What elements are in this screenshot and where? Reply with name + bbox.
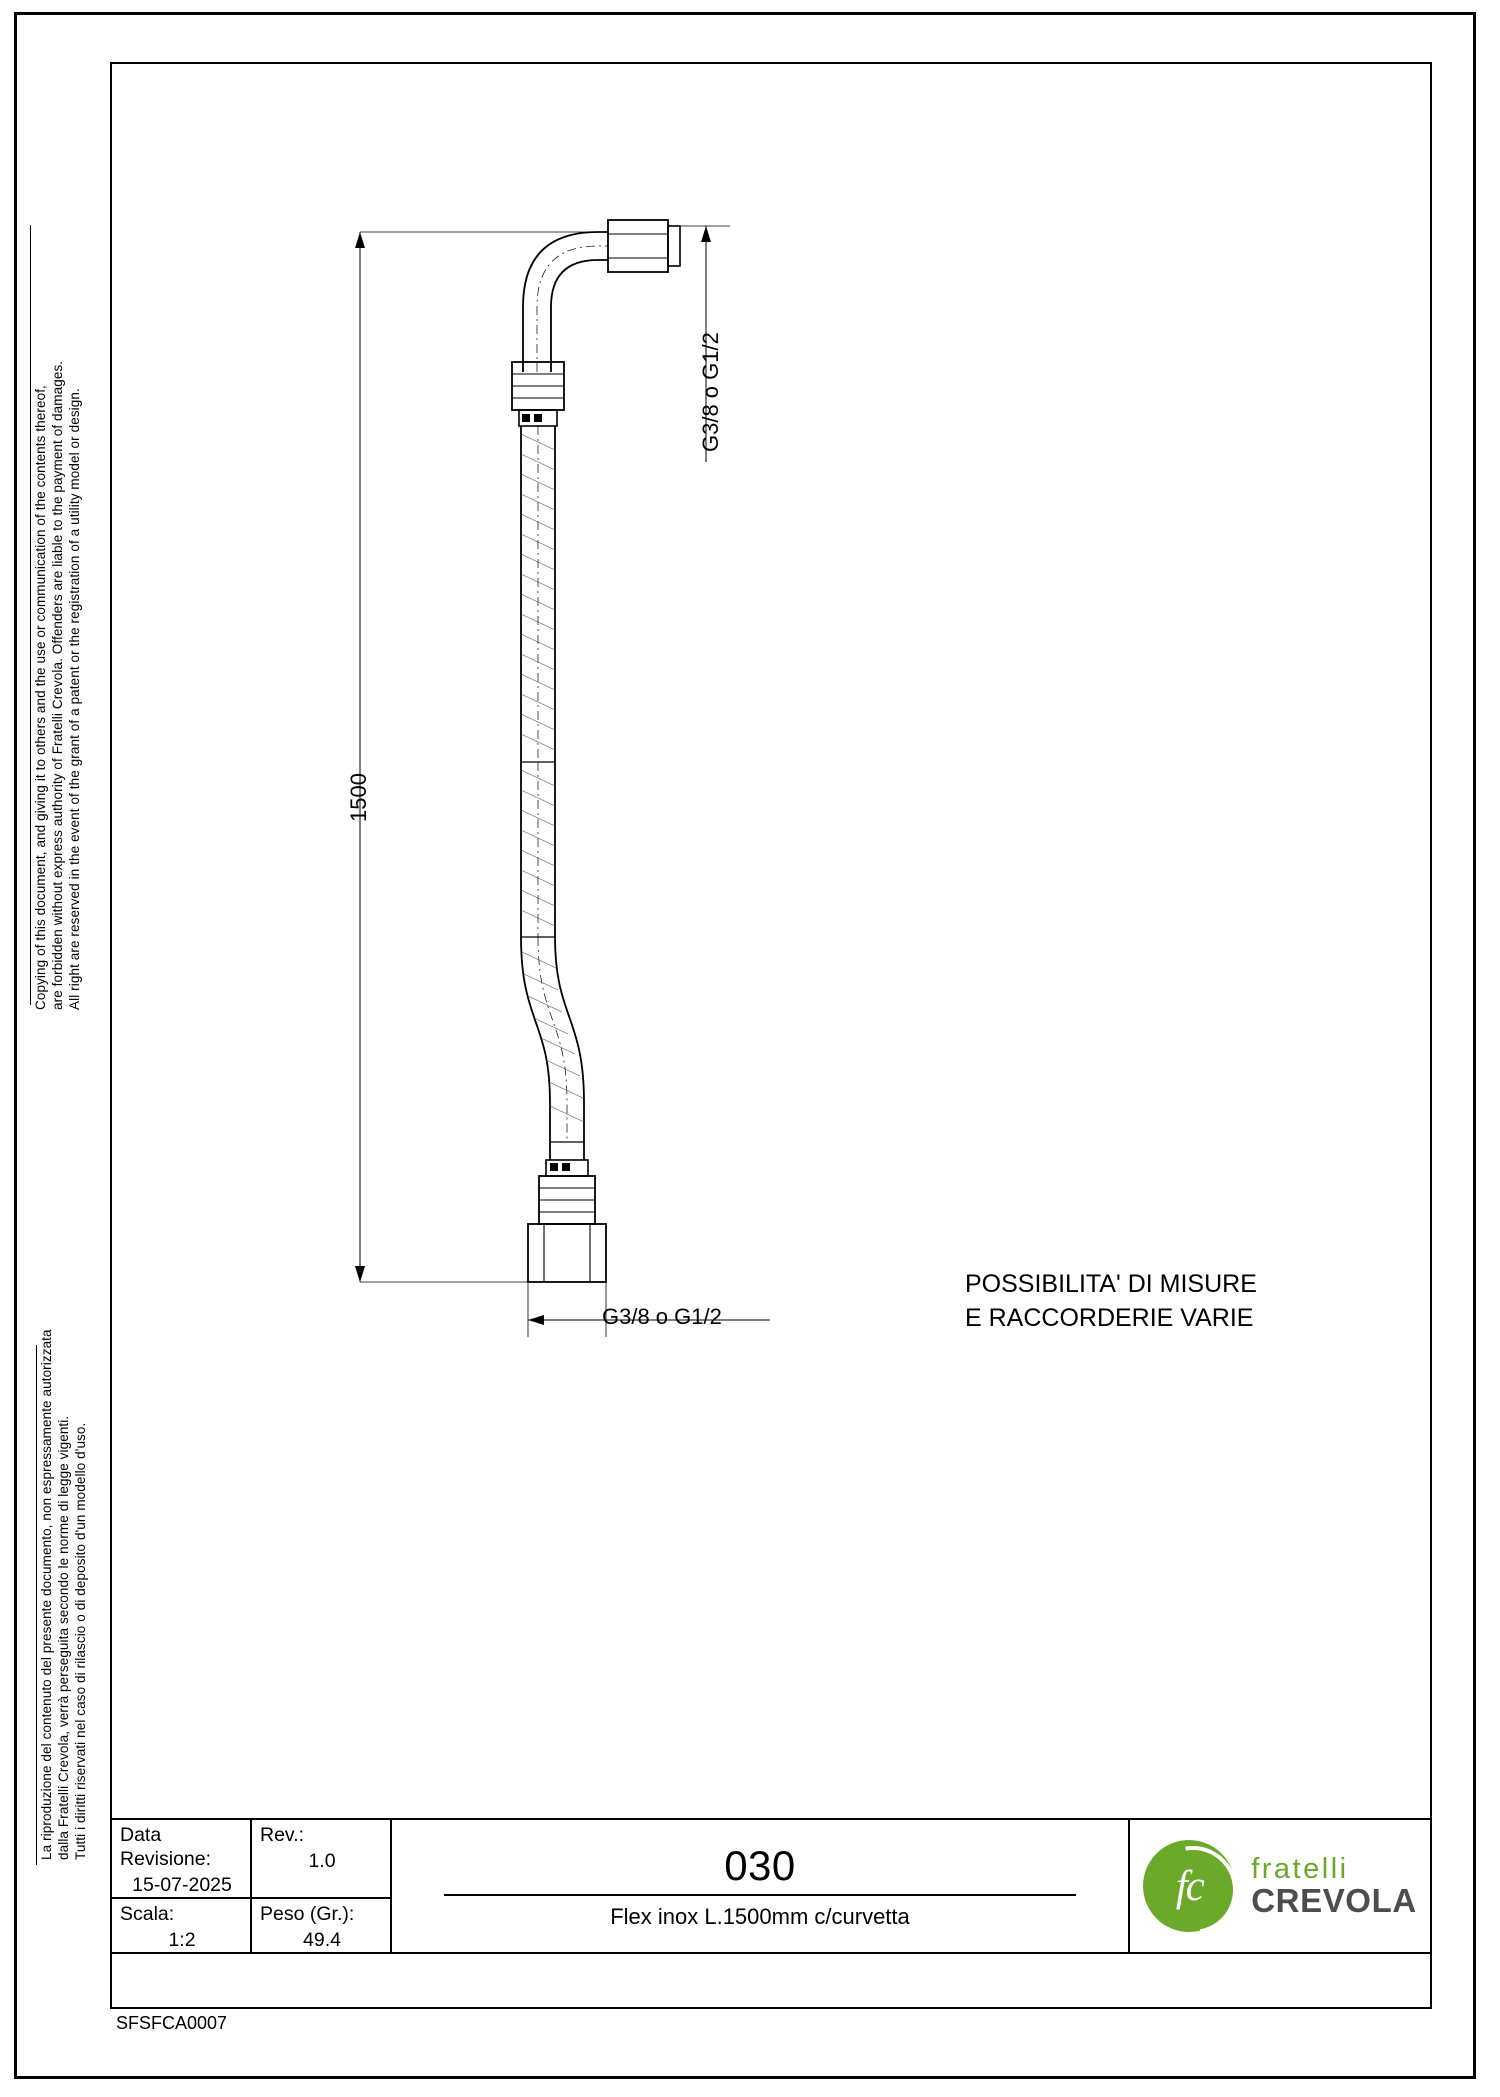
dimension-length-label: 1500 [346,773,371,822]
scale-label: Scala: [120,1903,175,1925]
part-code-rule [444,1894,1077,1896]
legal-notice-italian-line-1: La riproduzione del contenuto del presente documento, non espressamente autorizzata [39,1329,54,1860]
logo-monogram: fc [1175,1862,1203,1910]
title-block-row-revision [112,1820,390,1899]
revision-date-value: 15-07-2025 [132,1874,232,1896]
legal-text-rule-it [36,1345,37,1865]
scale-cell [112,1899,252,1952]
rev-label: Rev.: [260,1824,305,1846]
part-code: 030 [724,1842,796,1889]
logo-wordmark-line-1: fratelli [1251,1853,1349,1885]
technical-drawing-area [110,62,1432,2009]
legal-notice-italian-line-3: Tutti i diritti riservati nel caso di rilascio o di deposito d'un modello d'uso. [73,1422,88,1860]
flex-hose-drawing-svg [110,62,1432,2009]
part-description: Flex inox L.1500mm c/curvetta [610,1904,910,1929]
legal-notice-italian [38,1010,89,1860]
revision-date-cell [112,1820,252,1897]
dimension-thread-bottom-label: G3/8 o G1/2 [602,1304,722,1329]
title-block-left-columns [112,1820,392,1952]
legal-notice-english [32,210,83,1010]
legal-notice-english-line-2: are forbidden without express authority of Fratelli Crevola. Offenders are liable to the payment of damages. [50,360,65,1010]
weight-value: 49.4 [303,1929,341,1951]
drawing-note [965,1267,1257,1335]
legal-notice-english-line-3: All right are reserved in the event of the grant of a patent or the registration of a utility model or design. [67,388,82,1010]
company-logo [1130,1820,1430,1952]
rev-cell [252,1820,390,1897]
scale-value: 1:2 [168,1929,196,1951]
logo-wordmark [1251,1855,1417,1917]
document-id: SFSFCA0007 [116,2013,228,2033]
rev-value: 1.0 [308,1850,336,1872]
revision-date-label: Data Revisione: [120,1824,212,1870]
title-block-row-scale [112,1899,390,1952]
weight-cell [252,1899,390,1952]
weight-label: Peso (Gr.): [260,1903,355,1925]
legal-notice-italian-line-2: dalla Fratelli Crevola, verrà perseguita secondo le norme di legge vigenti. [56,1415,71,1860]
logo-wordmark-line-2: CREVOLA [1251,1882,1417,1919]
legal-text-rule-en [30,225,31,1005]
title-block [110,1818,1432,1954]
legal-notice-english-line-1: Copying of this document, and giving it to others and the use or communication of the contents thereof, [33,385,48,1010]
title-block-identification [392,1820,1130,1952]
logo-circle-icon [1143,1840,1235,1932]
drawing-note-line-1: POSSIBILITA' DI MISURE [965,1270,1257,1298]
dimension-thread-top-label: G3/8 o G1/2 [698,332,723,452]
drawing-note-line-2: E RACCORDERIE VARIE [965,1304,1254,1332]
